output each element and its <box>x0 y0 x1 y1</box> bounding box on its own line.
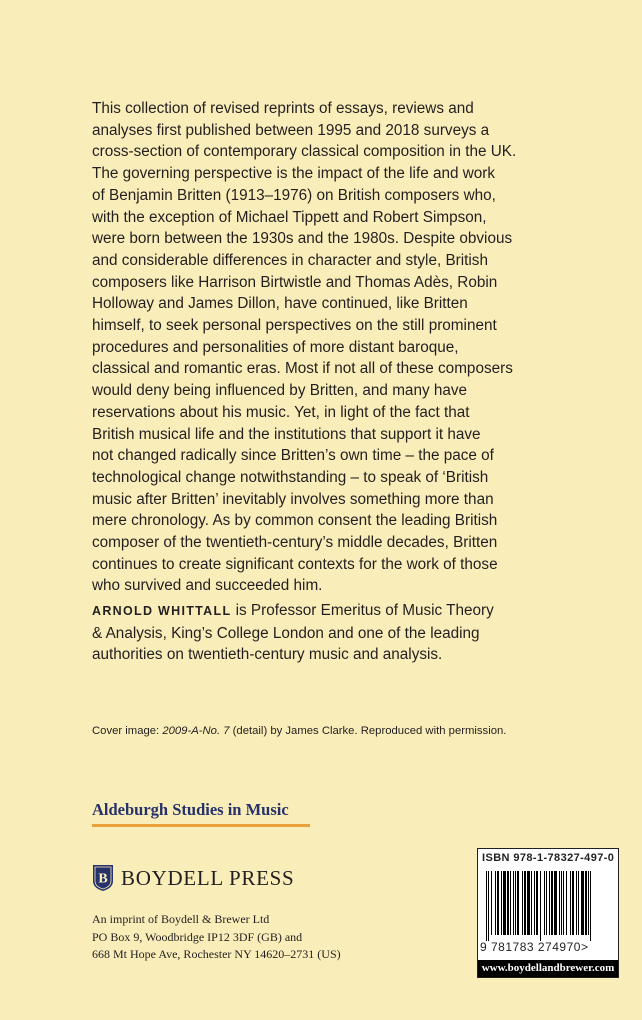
barcode-bar <box>515 871 516 935</box>
barcode-bar <box>536 871 538 935</box>
blurb-line: not changed radically since Britten’s own time – the pace of <box>92 447 494 465</box>
series-underline <box>92 824 310 827</box>
blurb-line: were born between the 1930s and the 1980s. Despite obvious <box>92 230 513 248</box>
address-line: 668 Mt Hope Ave, Rochester NY 14620–2731 (US) <box>92 947 341 961</box>
barcode-bar <box>540 871 541 941</box>
blurb-line: mere chronology. As by common consent the leading British <box>92 512 498 530</box>
blurb-line: analyses first published between 1995 and 2018 surveys a <box>92 121 490 139</box>
barcode-arrow: > <box>580 940 589 954</box>
barcode-bar <box>488 871 489 941</box>
barcode-bar <box>554 871 557 935</box>
author-bio-line: authorities on twentieth-century music and analysis. <box>92 646 443 664</box>
barcode-bar <box>522 871 523 935</box>
barcode-bar <box>495 871 496 935</box>
blurb-line: and considerable differences in character and style, British <box>92 251 488 269</box>
author-bio-line <box>92 600 532 623</box>
barcode-bar <box>563 871 564 935</box>
address-line: PO Box 9, Woodbridge IP12 3DF (GB) and <box>92 929 303 944</box>
address-line: An imprint of Boydell & Brewer Ltd <box>92 912 270 926</box>
blurb-line: Holloway and James Dillon, have continued, like Britten <box>92 295 468 313</box>
barcode-bar <box>546 871 547 935</box>
barcode-bar <box>570 871 571 935</box>
blurb-line: with the exception of Michael Tippett and Robert Simpson, <box>92 208 487 226</box>
barcode-bar <box>507 871 509 935</box>
logo-letter: B <box>98 871 108 887</box>
blurb-text <box>92 98 532 597</box>
boydell-shield-icon <box>92 864 114 892</box>
barcode-bar <box>581 871 584 935</box>
barcode-bar <box>588 871 589 935</box>
isbn-number: ISBN 978-1-78327-497-0 <box>482 852 615 864</box>
barcode-bar <box>590 871 591 941</box>
barcode-bar <box>551 871 553 935</box>
barcode-bar <box>486 871 487 941</box>
barcode-digits <box>480 940 588 954</box>
blurb-line: cross-section of contemporary classical composition in the UK. <box>92 143 517 161</box>
barcode-bar <box>534 871 535 935</box>
barcode-bar <box>559 871 560 935</box>
cover-image-credit <box>92 725 506 737</box>
blurb-line: composer of the twentieth-century’s middle decades, Britten <box>92 534 498 552</box>
blurb-line: music after Britten’ inevitably involves something more than <box>92 490 494 508</box>
barcode-bar <box>517 871 519 935</box>
series-title: Aldeburgh Studies in Music <box>92 800 289 819</box>
barcode-bar <box>585 871 587 935</box>
barcode-bar <box>527 871 530 935</box>
author-name: ARNOLD WHITTALL <box>92 604 232 618</box>
blurb-line: would deny being influenced by Britten, and many have <box>92 382 468 400</box>
blurb-line: The governing perspective is the impact of the life and work <box>92 165 496 183</box>
barcode-graphic <box>482 869 614 941</box>
blurb-line: continues to create significant contexts for the work of those <box>92 555 498 573</box>
blurb-line: of Benjamin Britten (1913–1976) on British composers who, <box>92 186 496 204</box>
barcode-bar <box>513 871 514 935</box>
barcode-bar <box>503 871 506 935</box>
blurb-line: This collection of revised reprints of essays, reviews and <box>92 100 474 117</box>
barcode-bar <box>531 871 532 935</box>
blurb-line: technological change notwithstanding – to speak of ‘British <box>92 468 489 486</box>
barcode-number: 9 781783 274970 <box>480 940 581 954</box>
credit-artwork-title: 2009-A-No. 7 <box>162 725 230 737</box>
barcode-bar <box>544 871 545 935</box>
blurb-line: British musical life and the institutions that support it have <box>92 425 481 443</box>
barcode-bar <box>501 871 502 935</box>
barcode-bar <box>510 871 511 935</box>
blurb-line: composers like Harrison Birtwistle and Thomas Adès, Robin <box>92 273 498 291</box>
author-bio-line: & Analysis, King’s College London and one of the leading <box>92 624 480 642</box>
blurb-line: reservations about his music. Yet, in light of the fact that <box>92 403 470 421</box>
author-bio-text: is Professor Emeritus of Music Theory <box>231 602 494 619</box>
publisher-url: www.boydellandbrewer.com <box>478 960 618 977</box>
blurb-line: classical and romantic eras. Most if not all of these composers <box>92 360 513 378</box>
isbn-barcode-box <box>477 848 619 978</box>
barcode-bar <box>561 871 562 935</box>
barcode-bar <box>491 871 492 935</box>
barcode-bar <box>578 871 579 935</box>
blurb-line: procedures and personalities of more distant baroque, <box>92 338 459 356</box>
barcode-bar <box>549 871 550 935</box>
barcode-bar <box>566 871 567 935</box>
barcode-bar <box>572 871 574 935</box>
publisher-name: BOYDELL PRESS <box>121 866 295 890</box>
barcode-bar <box>524 871 526 935</box>
author-bio <box>92 600 532 666</box>
credit-suffix: (detail) by James Clarke. Reproduced with permission. <box>229 725 507 737</box>
barcode-bar <box>576 871 577 935</box>
publisher-address <box>92 911 341 964</box>
blurb-line: who survived and succeeded him. <box>92 577 323 595</box>
blurb-line: himself, to seek personal perspectives on the still prominent <box>92 317 497 335</box>
barcode-bar <box>497 871 499 935</box>
credit-prefix: Cover image: <box>92 725 163 737</box>
